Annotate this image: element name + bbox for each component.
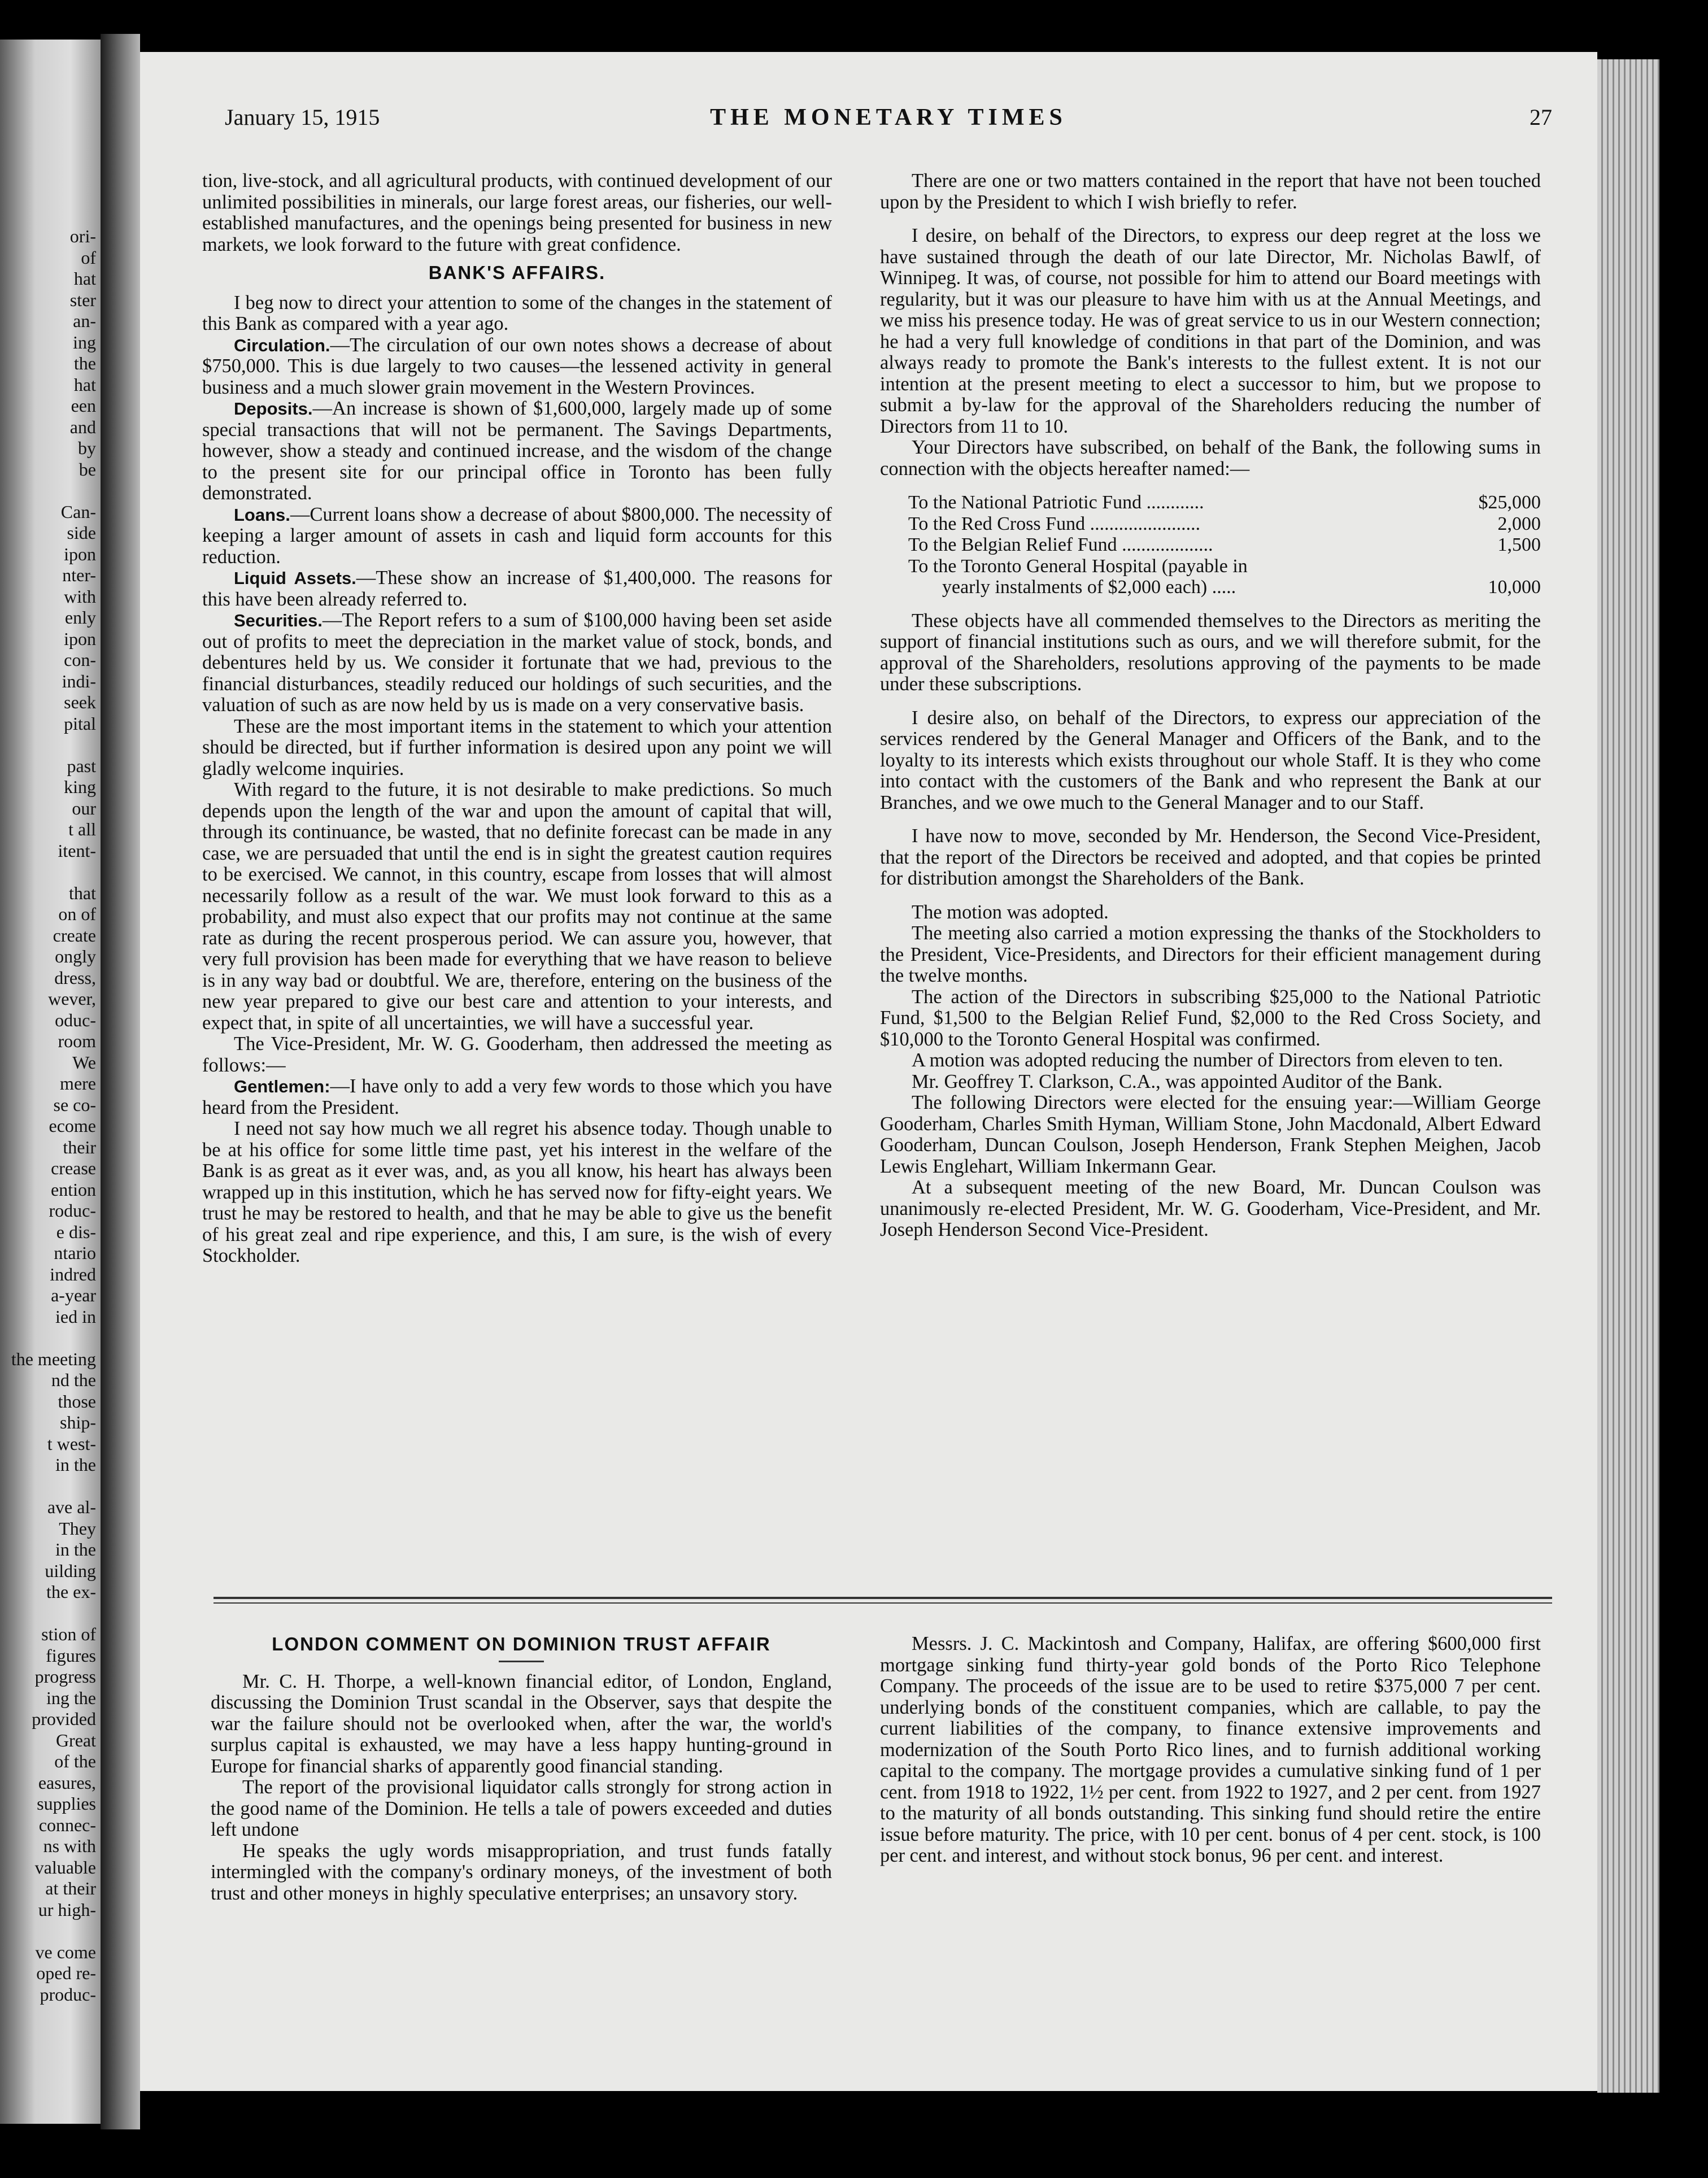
runin-heading: Loans.: [234, 504, 290, 525]
left-page-fragment: in the: [55, 1539, 96, 1560]
left-page-fragment: our: [72, 798, 96, 818]
paragraph-text: —The Report refers to a sum of $100,000 having been set aside out of profits to meet the depreciation in the market value of stock, bonds, and debentures held by us. We consider it fortunate that we had, previous to the financial disturbances, steadily reduced our holdings of such securities, and the valuation of such as are now held by us is made on a very conservative basis.: [202, 609, 832, 716]
left-page-fragment: hat: [73, 374, 96, 395]
left-page-fragment: ori-: [69, 226, 96, 246]
page-header: [225, 104, 1552, 138]
paragraph: The report of the provisional liquidator calls strongly for strong action in the good name of the Dominion. He tells a tale of powers exceeded and duties left undone: [211, 1776, 832, 1840]
paragraph: These objects have all commended themselves to the Directors as meriting the support of financial institutions such as ours, and we will therefore submit, for the approval of the Shareholders, resolutions approving of the payments to be made under these subscriptions.: [880, 609, 1541, 695]
paragraph: I desire, on behalf of the Directors, to express our deep regret at the loss we have sustained through the death of our late Director, Mr. Nicholas Bawlf, of Winnipeg. It was, of course, not possible for him to attend our Board meetings with regularity, but it was our pleasure to have him with us at the Annual Meetings, and we miss his presence today. He was of great service to us in our Western connection; he had a very full knowledge of conditions in that part of the Dominion, and was always ready to promote the Bank's interests to the fullest extent. It is not our intention at the present meeting to elect a successor to him, but we propose to submit a by-law for the approval of the Shareholders reducing the number of Directors from 11 to 10.: [880, 225, 1541, 437]
left-page-fragment: a-year: [51, 1285, 96, 1305]
left-page-fragment: ipon: [64, 543, 96, 564]
paragraph-text: —Current loans show a decrease of about $800,000. The necessity of keeping a larger amount of assets in cash and liquid form accounts for this reduction.: [202, 503, 832, 568]
left-page-fragment: ntario: [54, 1243, 96, 1263]
fund-row: To the Belgian Relief Fund ................... 1,500: [908, 534, 1541, 555]
left-page-fragment: ave al-: [47, 1497, 96, 1517]
page-edges: [1597, 59, 1659, 2093]
left-page-fragment: the ex-: [46, 1582, 96, 1602]
paragraph: The action of the Directors in subscribing $25,000 to the National Patriotic Fund, $1,500 to the Belgian Relief Fund, $2,000 to the Red Cross Society, and $10,000 to the Toronto General Hospital was confirmed.: [880, 986, 1541, 1050]
fund-row: yearly instalments of $2,000 each) ..... 10,000: [942, 577, 1541, 598]
left-page-fragment: pital: [64, 713, 96, 734]
paragraph: Your Directors have subscribed, on behalf of the Bank, the following sums in connection with the objects hereafter named:—: [880, 437, 1541, 480]
left-page-fragment: itent-: [58, 840, 96, 861]
left-page-fragment: indi-: [62, 670, 96, 691]
paragraph: There are one or two matters contained in the report that have not been touched upon by the President to which I wish briefly to refer.: [880, 170, 1541, 213]
runin-heading: Deposits.: [234, 399, 313, 419]
left-page-fragment: and: [69, 416, 96, 437]
left-page-fragment: een: [71, 395, 96, 416]
left-page-fragment: roduc-: [49, 1200, 96, 1221]
left-page-fragment: connec-: [38, 1814, 96, 1835]
page-number: 27: [1530, 104, 1552, 130]
left-page-fragment: valuable: [34, 1857, 96, 1878]
fund-row: To the Red Cross Fund ....................... 2,000: [908, 513, 1541, 534]
left-page-fragment: They: [59, 1518, 96, 1539]
left-page-fragment: seek: [64, 692, 96, 712]
left-page-fragment: ur high-: [38, 1899, 96, 1920]
left-page-fragment: easures,: [38, 1772, 96, 1793]
left-page-fragment: mere: [60, 1073, 96, 1094]
left-page-fragment: crease: [51, 1158, 96, 1178]
paragraph-loans: [202, 504, 832, 568]
intro-paragraph: tion, live-stock, and all agricultural products, with continued development of our unlimited possibilities in minerals, our large forest areas, our fisheries, our well-established manufactures, and the openings being presented for business in new markets, we look forward to the future with great confidence.: [202, 170, 832, 255]
left-page-fragment: room: [58, 1031, 96, 1051]
subscription-list: [880, 492, 1541, 598]
runin-heading: Circulation.: [234, 335, 330, 355]
left-page-fragment: t all: [68, 819, 96, 839]
left-page-fragment: Great: [55, 1730, 96, 1750]
left-page-fragment: progress: [34, 1666, 96, 1687]
left-page-fragment: stion of: [41, 1624, 96, 1644]
fund-row: To the Toronto General Hospital (payable in: [908, 555, 1248, 577]
left-page-fragment: wever,: [48, 988, 96, 1009]
left-page-fragment: supplies: [37, 1793, 96, 1814]
paragraph: Mr. Geoffrey T. Clarkson, C.A., was appointed Auditor of the Bank.: [912, 1070, 1443, 1092]
left-page-fragment: produc-: [40, 1984, 96, 2005]
left-page-fragment: figures: [46, 1645, 96, 1666]
porto-rico-article: [880, 1634, 1541, 1867]
left-page-fragment: dress,: [54, 967, 96, 988]
paragraph: These are the most important items in the statement to which your attention should be directed, but if further information is desired upon any point we will gladly welcome inquiries.: [202, 715, 832, 779]
left-page-fragment: enly: [64, 607, 96, 628]
paragraph: I have now to move, seconded by Mr. Henderson, the Second Vice-President, that the report of the Directors be received and adopted, and that copies be printed for distribution amongst the Shareholders of the Bank.: [880, 825, 1541, 889]
left-page-fragment: those: [58, 1391, 96, 1412]
left-page-fragment: create: [53, 925, 96, 946]
left-page-fragment: indred: [50, 1264, 96, 1284]
paragraph: He speaks the ugly words misappropriation, and trust funds fatally intermingled with the company's ordinary moneys, of the investment of both trust and other moneys in highly speculative enterprises; an unsavory story.: [211, 1840, 832, 1904]
section-divider: [213, 1597, 1552, 1599]
left-page-fragment: that: [69, 882, 96, 903]
left-page-fragment: with: [64, 586, 96, 607]
left-page-fragment: king: [64, 777, 96, 797]
left-page-fragment: ipon: [64, 628, 96, 649]
paragraph: At a subsequent meeting of the new Board, Mr. Duncan Coulson was unanimously re-elected President, Mr. W. G. Gooderham, Vice-President, and Mr. Joseph Henderson Second Vice-President.: [880, 1177, 1541, 1240]
left-page-fragment: ied in: [55, 1306, 96, 1327]
left-page-fragment: ecome: [49, 1116, 96, 1136]
runin-heading: Securities.: [234, 611, 323, 630]
left-page-fragment: se co-: [53, 1094, 96, 1115]
left-page-fragment: nd the: [51, 1370, 96, 1390]
left-page-fragment: of the: [54, 1751, 96, 1771]
paragraph: Messrs. J. C. Mackintosh and Company, Halifax, are offering $600,000 first mortgage sinking fund thirty-year gold bonds of the Porto Rico Telephone Company. The proceeds of the issue are to be used to retire $375,000 7 per cent. underlying bonds of the constituent companies, which are callable, to pay the current liabilities of the company, to finance extensive improvements and modernization of the South Porto Rico lines, and to furnish additional working capital to the company. The mortgage provides a cumulative sinking fund of 1 per cent. from 1918 to 1922, 1½ per cent. from 1922 to 1927, and 2 per cent. from 1927 to the maturity of all bonds outstanding. This sinking fund should retire the entire issue before maturity. The price, with 10 per cent. bonus of 4 per cent. stock, is 100 per cent. and interest, and without stock bonus, 96 per cent. and interest.: [880, 1633, 1541, 1866]
left-page-fragment: their: [63, 1136, 96, 1157]
left-page-fragment: in the: [55, 1454, 96, 1475]
section-divider: [213, 1602, 1552, 1604]
paragraph: I need not say how much we all regret his absence today. Though unable to be at his office for some little time past, yet his interest in the welfare of the Bank is as great as it ever was, and, as you all know, his heart has always been wrapped up in this institution, which he has served now for fifty-eight years. We trust he may be restored to health, and that he may be able to give us the benefit of his great zeal and ripe experience, and this, I am sure, is the wish of every Stockholder.: [202, 1118, 832, 1266]
left-page-fragment: nter-: [62, 565, 96, 585]
left-page-fragment: oduc-: [55, 1009, 96, 1030]
left-page-fragment: Can-: [60, 501, 96, 522]
right-column: [880, 171, 1541, 1241]
paragraph: The meeting also carried a motion expressing the thanks of the Stockholders to the President, Vice-Presidents, and Directors for their efficient management during the twelve months.: [880, 922, 1541, 986]
left-page-fragment: ship-: [60, 1412, 96, 1432]
left-page-fragment: e dis-: [56, 1221, 96, 1242]
paragraph: The following Directors were elected for the ensuing year:—William George Gooderham, Charles Smith Hyman, William Stone, John Macdonald, Albert Edward Gooderham, Duncan Coulson, Joseph Henderson, Frank Stephen Meighen, Jacob Lewis Englehart, William Inkermann Gear.: [880, 1092, 1541, 1177]
left-page-fragment: ster: [69, 289, 96, 310]
paragraph-text: —I have only to add a very few words to those which you have heard from the President.: [202, 1075, 832, 1118]
left-page-fragment: at their: [45, 1878, 96, 1898]
paragraph-text: —The circulation of our own notes shows a decrease of about $750,000. This is due largely to two causes—the lessened activity in general business and a much slower grain movement in the Western Provinces.: [202, 334, 832, 398]
left-page-fragment: hat: [73, 268, 96, 289]
paragraph: Mr. C. H. Thorpe, a well-known financial editor, of London, England, discussing the Dominion Trust scandal in the Observer, says that despite the war the failure should not be overlooked when, after the war, the world's surplus capital is exhausted, we may have a less happy hunting-ground in Europe for financial sharks of apparently good financial standing.: [211, 1670, 832, 1777]
left-page-fragment: past: [67, 755, 96, 776]
left-page-fragment: We: [72, 1052, 96, 1073]
left-page-fragment: uilding: [45, 1560, 96, 1581]
paragraph-deposits: [202, 398, 832, 504]
newspaper-page: [140, 52, 1597, 2091]
left-page-fragment: ve come: [35, 1941, 96, 1962]
left-page-fragment: side: [67, 522, 96, 543]
section-heading: BANK'S AFFAIRS.: [428, 262, 606, 283]
paragraph-gentlemen: [202, 1076, 832, 1118]
left-page-fragment: be: [79, 459, 96, 480]
headline-rule: [499, 1661, 544, 1662]
left-facing-page: [0, 40, 101, 2124]
runin-heading: Liquid Assets.: [234, 568, 356, 588]
paragraph-text: —An increase is shown of $1,600,000, largely made up of some special transactions that will not be permanent. The Savings Departments, however, show a steady and continued increase, and the wisdom of the change to the present site for our principal office in Toronto has been fully demonstrated.: [202, 398, 832, 504]
paragraph: A motion was adopted reducing the number of Directors from eleven to ten.: [912, 1049, 1504, 1071]
paragraph: I beg now to direct your attention to some of the changes in the statement of this Bank as compared with a year ago.: [202, 291, 832, 334]
left-page-fragment: the meeting: [11, 1348, 96, 1369]
issue-date: January 15, 1915: [225, 104, 380, 130]
book-gutter: [101, 34, 140, 2129]
left-page-fragment: ongly: [55, 946, 96, 966]
left-page-fragment: ing: [73, 332, 96, 352]
left-page-fragment: oped re-: [36, 1963, 96, 1983]
article-headline: LONDON COMMENT ON DOMINION TRUST AFFAIR: [272, 1634, 771, 1654]
paragraph-liquid-assets: [202, 568, 832, 610]
paragraph-securities: [202, 610, 832, 716]
left-page-fragment: ing the: [46, 1687, 96, 1708]
paragraph: The Vice-President, Mr. W. G. Gooderham, then addressed the meeting as follows:—: [202, 1033, 832, 1076]
runin-heading: Gentlemen:: [234, 1077, 330, 1096]
left-page-fragment: provided: [32, 1709, 96, 1729]
left-page-fragment: ns with: [43, 1836, 96, 1856]
left-page-fragment: ention: [51, 1179, 96, 1200]
left-page-fragment: on of: [58, 904, 96, 924]
left-page-fragment: of: [81, 247, 96, 268]
publication-title: THE MONETARY TIMES: [710, 104, 1067, 130]
left-page-fragment: con-: [64, 650, 96, 670]
paragraph: With regard to the future, it is not desirable to make predictions. So much depends upon the length of the war and upon the amount of capital that will, through its continuance, be wasted, that no definite forecast can be made in any case, we are persuaded that until the end is in sight the greatest caution requires to be exercised. We cannot, in this country, escape from losses that will almost necessarily follow as a result of the war. We must look forward to this as a probability, and must also expect that our profits may not continue at the same rate as during the recent prosperous period. We can assure you, however, that very full provision has been made for everything that we have reason to believe is in any way bad or doubtful. We are, therefore, entering on the business of the new year prepared to give our best care and attention to your interests, and expect that, in spite of all uncertainties, we will have a successful year.: [202, 779, 832, 1034]
fund-row: To the National Patriotic Fund ............ $25,000: [908, 492, 1541, 513]
paragraph: The motion was adopted.: [912, 901, 1109, 923]
left-page-fragment: the: [73, 353, 96, 373]
paragraph-circulation: [202, 335, 832, 399]
london-article: [211, 1634, 832, 1904]
left-page-fragment: t west-: [47, 1433, 96, 1454]
left-page-fragment: by: [78, 438, 96, 458]
left-column: [202, 171, 832, 1267]
left-page-fragment: an-: [73, 311, 96, 331]
paragraph: I desire also, on behalf of the Directors, to express our appreciation of the services rendered by the General Manager and Officers of the Bank, and to the loyalty to its interests which exists throughout our whole Staff. It is they who come into contact with the customers of the Bank and who represent the Bank at our Branches, and we owe much to the General Manager and to our Staff.: [880, 707, 1541, 813]
paragraph-text: —These show an increase of $1,400,000. The reasons for this have been already referred to.: [202, 567, 832, 610]
